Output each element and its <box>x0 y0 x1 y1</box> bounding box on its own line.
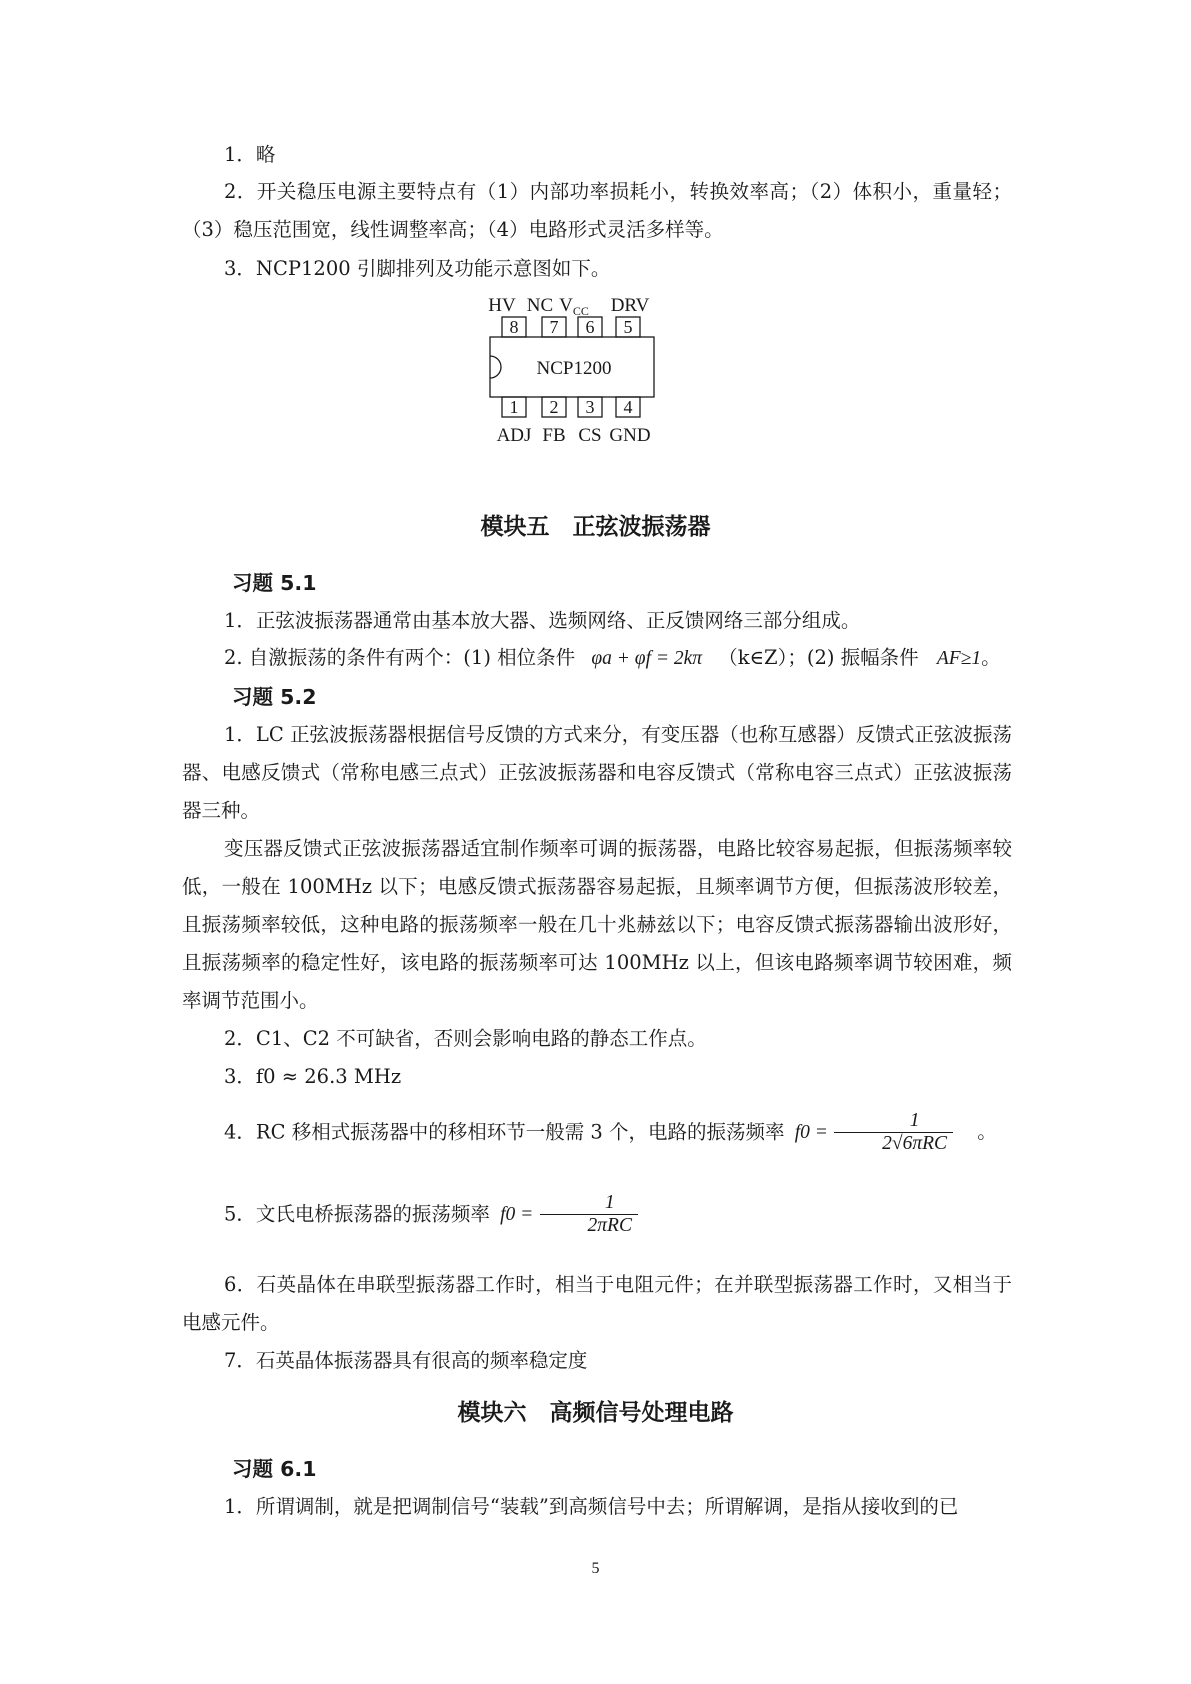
item-2: 2．开关稳压电源主要特点有（1）内部功率损耗小，转换效率高；（2）体积小，重量轻；（3）稳压范围宽，线性调整率高；（4）电路形式灵活多样等。 <box>182 180 1012 241</box>
pin2-number: 2 <box>549 397 559 417</box>
ncp1200-pinout-diagram <box>470 285 730 485</box>
ex5-2-q5-text: 5．文氏电桥振荡器的振荡频率 <box>224 1202 490 1226</box>
module5-title: 模块五 正弦波振荡器 <box>480 514 711 540</box>
pin5-label: DRV <box>610 295 650 316</box>
page-number: 5 <box>591 1560 600 1577</box>
q4-numerator: 1 <box>834 1110 953 1133</box>
pin1-label: ADJ <box>496 425 532 446</box>
pin6-label-main: V <box>559 295 573 316</box>
ex5-2-q2: 2．C1、C2 不可缺省，否则会影响电路的静态工作点。 <box>224 1027 707 1050</box>
q4-end: 。 <box>977 1120 997 1144</box>
ex5-2-q4 <box>182 1110 1012 1156</box>
exercise-6-1-title: 习题 6.1 <box>232 1457 317 1481</box>
amplitude-condition-formula: AF≥1 <box>936 648 982 669</box>
pin4-number: 4 <box>623 397 633 417</box>
ex5-1-q2-end: 。 <box>981 646 1001 669</box>
pin8-label: HV <box>488 295 516 316</box>
q5-denominator: 2πRC <box>587 1215 632 1237</box>
exercise-5-1-title: 习题 5.1 <box>232 571 317 595</box>
ex5-2-q6: 6．石英晶体在串联型振荡器工作时，相当于电阻元件；在并联型振荡器工作时，又相当于电感元件。 <box>182 1273 1012 1334</box>
pin2-label: FB <box>542 425 566 446</box>
pin1-number: 1 <box>509 397 519 417</box>
ex5-2-q7: 7．石英晶体振荡器具有很高的频率稳定度 <box>224 1349 588 1372</box>
ex5-2-q1: 1．LC 正弦波振荡器根据信号反馈的方式来分，有变压器（也称互感器）反馈式正弦波振荡器、电感反馈式（常称电感三点式）正弦波振荡器和电容反馈式（常称电容三点式）正弦波振荡器三种。 <box>182 723 1012 822</box>
q5-formula-lhs: f0 = <box>500 1204 534 1226</box>
q4-formula-lhs: f0 = <box>794 1122 828 1144</box>
item-1: 1．略 <box>224 143 276 166</box>
pin5-number: 5 <box>623 317 633 337</box>
ex6-1-q1: 1．所谓调制，就是把调制信号“装载”到高频信号中去；所谓解调，是指从接收到的已 <box>224 1495 959 1518</box>
pin6-number: 6 <box>585 317 595 337</box>
q4-denominator: 2√6πRC <box>882 1133 948 1155</box>
chip-name: NCP1200 <box>536 358 612 379</box>
pin7-label: NC <box>526 295 554 316</box>
exercise-5-2-title: 习题 5.2 <box>232 685 317 709</box>
pin8-number: 8 <box>509 317 519 337</box>
pin6-label-sub: CC <box>572 304 589 318</box>
q5-numerator: 1 <box>540 1192 638 1215</box>
pin3-number: 3 <box>585 397 595 417</box>
module6-title: 模块六 高频信号处理电路 <box>457 1400 734 1426</box>
phase-condition-formula: φa + φf = 2kπ <box>591 648 703 669</box>
ex5-1-q2 <box>182 639 1012 678</box>
ex5-1-q2-mid: （k∈Z）；(2) 振幅条件 <box>718 646 919 669</box>
pin4-label: GND <box>609 425 651 446</box>
ex5-1-q1: 1．正弦波振荡器通常由基本放大器、选频网络、正反馈网络三部分组成。 <box>224 609 861 632</box>
ex5-2-q1-paragraph2: 变压器反馈式正弦波振荡器适宜制作频率可调的振荡器，电路比较容易起振，但振荡频率较低，一般在 100MHz 以下；电感反馈式振荡器容易起振，且频率调节方便，但振荡波形较差，且振荡频率较低，这种电路的振荡频率一般在几十兆赫兹以下；电容反馈式振荡器输出波形好，且振荡频率的稳定性好，该电路的振荡频率可达 100MHz 以上，但该电路频率调节较困难，频率调节范围小。 <box>182 837 1012 1012</box>
pin3-label: CS <box>578 425 602 446</box>
q4-fraction <box>834 1110 953 1156</box>
pin6-label <box>559 295 589 318</box>
ex5-1-q2-prefix: 2. 自激振荡的条件有两个：(1) 相位条件 <box>224 646 576 669</box>
ex5-2-q3: 3．f0 ≈ 26.3 MHz <box>224 1065 402 1088</box>
item-3: 3．NCP1200 引脚排列及功能示意图如下。 <box>224 257 611 280</box>
chip-notch <box>490 356 501 378</box>
pin7-number: 7 <box>549 317 559 337</box>
ex5-2-q5 <box>182 1192 1012 1238</box>
ex5-2-q4-text: 4．RC 移相式振荡器中的移相环节一般需 3 个，电路的振荡频率 <box>224 1120 785 1144</box>
q5-fraction <box>540 1192 638 1238</box>
